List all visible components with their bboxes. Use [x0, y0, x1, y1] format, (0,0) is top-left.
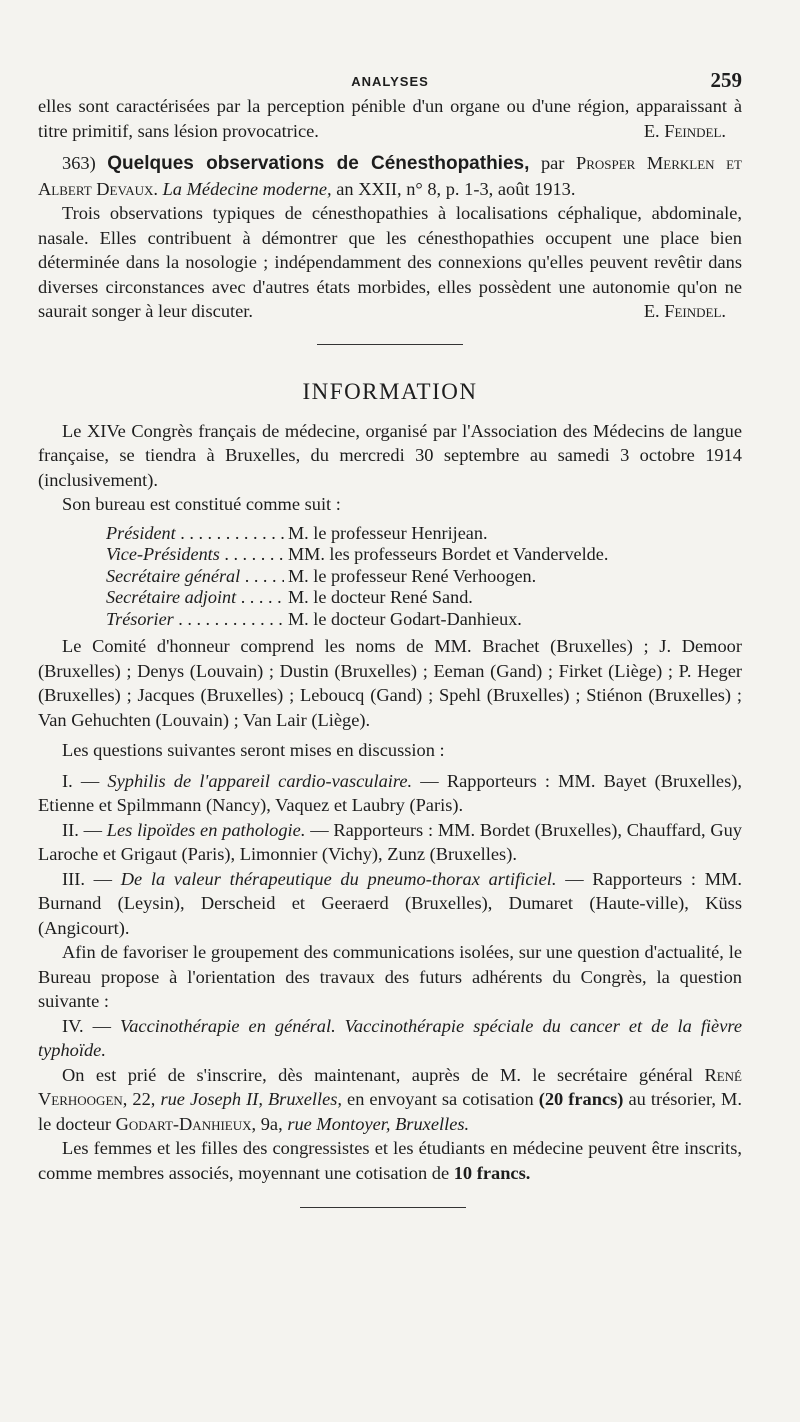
previous-analysis-end: [38, 94, 742, 143]
question-item: [38, 1014, 742, 1063]
previous-analysis-text: elles sont caractérisées par la perception pénible d'un organe ou d'une région, apparaissant à titre primitif, sans lésion provocatrice.: [38, 96, 742, 141]
question-item: [38, 818, 742, 867]
question-number: II. —: [62, 819, 102, 840]
end-divider: [300, 1207, 466, 1208]
question-item: [38, 867, 742, 941]
bureau-role: Président . . .: [106, 523, 284, 545]
inscription-text: en envoyant sa cotisation: [347, 1089, 534, 1109]
information-heading: INFORMATION: [302, 378, 478, 404]
bureau-row: [106, 609, 742, 631]
bureau-row: [106, 566, 742, 588]
bureau-role: Secrétaire général . . .: [106, 566, 284, 588]
analysis-363-signature: E. Feindel.: [643, 301, 726, 321]
congress-intro: Le XIVe Congrès français de médecine, organisé par l'Association des Médecins de langue française, se tiendra à Bruxelles, du mercredi 30 septembre au samedi 3 octobre 1914 (inclusivement).: [38, 420, 742, 490]
bureau-row: [106, 587, 742, 609]
analysis-363-heading: [38, 151, 742, 201]
inscription-text: au trésorier, M. le docteur: [38, 1089, 742, 1134]
treasurer-name: Godart-Danhieux,: [115, 1113, 257, 1134]
bureau-role: Trésorier . . .: [106, 609, 284, 631]
journal-name: La Médecine moderne,: [162, 178, 332, 199]
question-title: Les lipoïdes en pathologie.: [106, 819, 306, 840]
secretary-address: rue Joseph II, Bruxelles,: [160, 1089, 342, 1109]
section-divider: [317, 344, 463, 345]
comite-honneur: Le Comité d'honneur comprend les noms de MM. Brachet (Bruxelles) ; J. Demoor (Bruxelles) ; Denys (Louvain) ; Dustin (Bruxelles) ; Eeman (Gand) ; Firket (Liège) ; P. Heger (Bruxelles) ; Jacques (Bruxelles) ; Leboucq (Gand) ; Spehl (Bruxelles) ; Stiénon (Bruxelles) ; Van Gehuchten (Louvain) ; Van Lair (Liège).: [38, 636, 742, 730]
bureau-name: M. le docteur Godart-Danhieux.: [288, 608, 522, 629]
bureau-name: MM. les professeurs Bordet et Vandervelde.: [288, 544, 609, 564]
question-rapporteurs: — Rapporteurs : MM. Bordet (Bruxelles), Chauffard, Guy Laroche et Grigaut (Paris), Limonnier (Vichy), Zunz (Bruxelles).: [38, 819, 742, 864]
bureau-name: M. le docteur René Sand.: [288, 587, 473, 607]
running-header: [38, 64, 742, 94]
treasurer-address: rue Montoyer, Bruxelles.: [287, 1113, 470, 1134]
analysis-authors: Prosper Merklen et Albert Devaux.: [38, 153, 742, 199]
associates-text: Les femmes et les filles des congressistes et les étudiants en médecine peuvent être inscrits, comme membres associés, moyennant une cotisation de: [38, 1138, 742, 1183]
question-number: I. —: [62, 770, 100, 791]
question-title: Syphilis de l'appareil cardio-vasculaire.: [107, 770, 413, 791]
favor-paragraph: Afin de favoriser le groupement des communications isolées, sur une question d'actualité, le Bureau propose à l'orientation des travaux des futurs adhérents du Congrès, la question suivante :: [38, 942, 742, 1011]
bureau-name: M. le professeur Henrijean.: [288, 522, 488, 543]
inscription-paragraph: [38, 1063, 742, 1137]
analysis-body-text: Trois observations typiques de cénesthopathies à localisations céphalique, abdominale, nasale. Elles contribuent à démontrer que les cénesthopathies occupent une place bien déterminée dans la nosologie ; indépendamment des connexions qu'elles peuvent revêtir dans diverses circonstances avec d'autres états morbides, elles possèdent une autonomie qu'on ne saurait songer à leur discuter.: [38, 203, 742, 321]
question-item: [38, 769, 742, 818]
associate-fee: 10 francs.: [453, 1162, 531, 1183]
questions-intro: Les questions suivantes seront mises en discussion :: [62, 740, 445, 760]
bureau-row: [106, 523, 742, 545]
question-number: III. —: [62, 868, 113, 889]
question-title: De la valeur thérapeutique du pneumo-thorax artificiel.: [120, 868, 557, 889]
bureau-intro: Son bureau est constitué comme suit :: [62, 494, 341, 514]
authors-prefix: par: [540, 153, 565, 173]
question-rapporteurs: — Rapporteurs : MM. Bayet (Bruxelles), Etienne et Spilmmann (Nancy), Vaquez et Laubry (Paris).: [38, 770, 742, 815]
analysis-title: Quelques observations de Cénesthopathies,: [107, 153, 530, 174]
header-title: ANALYSES: [351, 74, 429, 89]
bureau-row: [106, 544, 742, 566]
bureau-name: M. le professeur René Verhoogen.: [288, 565, 537, 586]
bureau-role: Vice-Présidents . . .: [106, 544, 284, 566]
membership-fee: (20 francs): [538, 1089, 624, 1109]
bureau-list: [106, 523, 742, 631]
secretary-address-number: 22,: [132, 1089, 156, 1109]
question-title: Vaccinothérapie en général. Vaccinothérapie spéciale du cancer et de la fièvre typhoïde.: [38, 1015, 742, 1060]
associates-paragraph: [38, 1136, 742, 1185]
analysis-number: 363): [62, 153, 96, 173]
inscription-text: On est prié de s'inscrire, dès maintenant, auprès de M. le secrétaire général: [62, 1064, 694, 1085]
question-rapporteurs: — Rapporteurs : MM. Burnand (Leysin), Derscheid et Geeraerd (Bruxelles), Dumaret (Haute-ville), Küss (Angicourt).: [38, 868, 742, 938]
question-number: IV. —: [62, 1015, 112, 1036]
page-number: 259: [710, 68, 742, 92]
previous-analysis-signature: E. Feindel.: [643, 120, 726, 141]
analysis-363-body: [38, 201, 742, 324]
bureau-role: Secrétaire adjoint . . .: [106, 587, 284, 609]
secretary-name: René Verhoogen,: [38, 1064, 742, 1109]
treasurer-address-number: 9a,: [260, 1113, 283, 1134]
journal-citation: an XXII, n° 8, p. 1-3, août 1913.: [336, 178, 576, 199]
document-page: [38, 64, 742, 1208]
